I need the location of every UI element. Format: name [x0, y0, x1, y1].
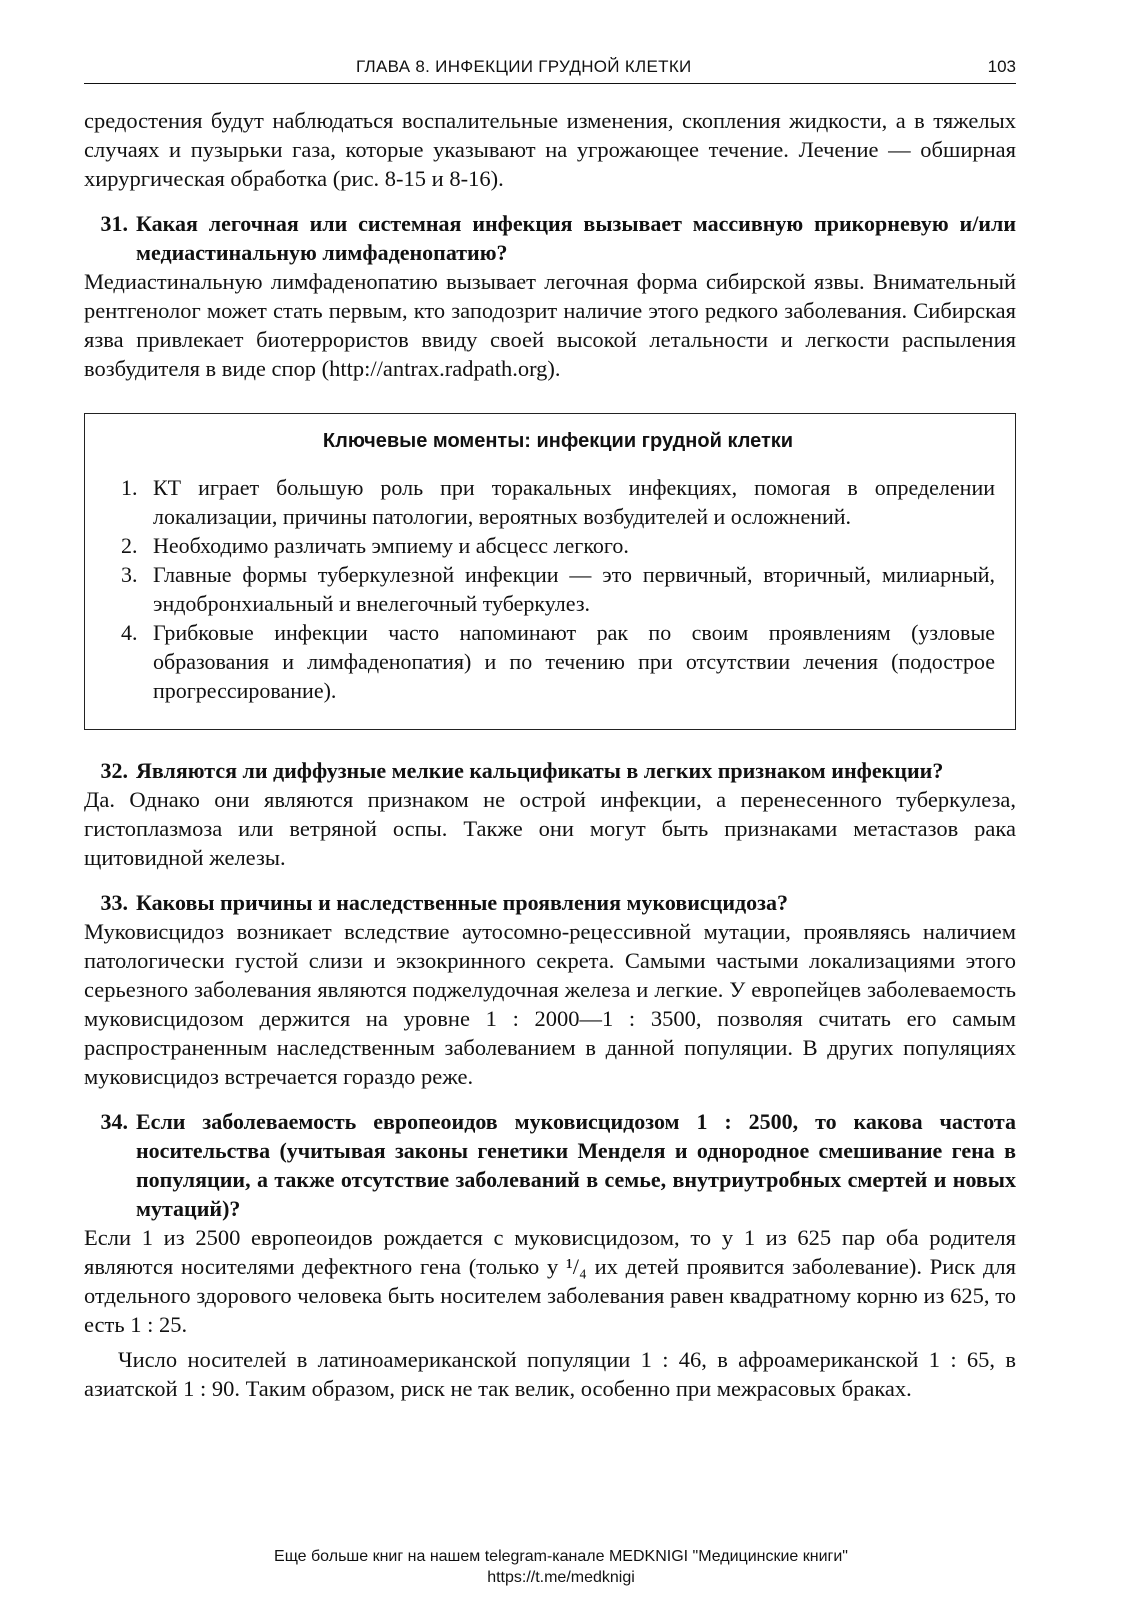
answer-33: Муковисцидоз возникает вследствие аутосомно-рецессивной мутации, проявляясь наличием патологически густой слизи и экзокринного секрета. Самыми частыми локализациями этого серьезного заболевания являются поджелудочная железа и легкие. У европейцев заболеваемость муковисцидозом держится на уровне 1 : 2000—1 : 3500, позволяя считать его самым распространенным наследственным заболеванием в данной популяции. В других популяциях муковисцидоз встречается гораздо реже. [84, 919, 1016, 1089]
question-text: Являются ли диффузные мелкие кальцификаты в легких признаком инфекции? [136, 758, 944, 783]
key-points-list [121, 473, 995, 705]
question-text: Каковы причины и наследственные проявления муковисцидоза? [136, 890, 788, 915]
key-point-text: Необходимо различать эмпиему и абсцесс легкого. [153, 533, 629, 558]
key-point-text: Главные формы туберкулезной инфекции — это первичный, вторичный, милиарный, эндобронхиальный и внелегочный туберкулез. [153, 562, 995, 616]
key-point-text: КТ играет большую роль при торакальных инфекциях, помогая в определении локализации, причины патологии, вероятных возбудителей и осложнений. [153, 475, 995, 529]
question-31 [84, 209, 1016, 267]
question-34 [84, 1107, 1016, 1223]
footer-promo-text: Еще больше книг на нашем telegram-канале MEDKNIGI "Медицинские книги" [274, 1548, 848, 1565]
key-point-number: 1. [121, 475, 138, 500]
page-body [84, 106, 1016, 1403]
question-text: Какая легочная или системная инфекция вызывает массивную прикорневую и/или медиастинальную лимфаденопатию? [136, 211, 1016, 265]
page-number: 103 [987, 57, 1016, 76]
answer-34: Если 1 из 2500 европеоидов рождается с муковисцидозом, то у 1 из 625 пар оба родителя являются носителями дефектного гена (только у ¹/₄ их детей проявится заболевание). Риск для отдельного здорового человека быть носителем заболевания равен квадратному корню из 625, то есть 1 : 25. [84, 1225, 1016, 1337]
running-header [84, 55, 1016, 84]
footer-link[interactable]: https://t.me/medknigi [487, 1569, 635, 1586]
question-33 [84, 888, 1016, 917]
question-32 [84, 756, 1016, 785]
answer-34-continued: Число носителей в латиноамериканской популяции 1 : 46, в афроамериканской 1 : 65, в азиатской 1 : 90. Таким образом, риск не так велик, особенно при межрасовых браках. [84, 1347, 1016, 1401]
question-number: 32. [100, 758, 128, 783]
question-text: Если заболеваемость европеоидов муковисцидозом 1 : 2500, то какова частота носительства (учитывая законы генетики Менделя и однородное смешивание гена в популяции, а также отсутствие заболеваний в семье, внутриутробных смертей и новых мутаций)? [136, 1109, 1016, 1221]
question-number: 33. [100, 890, 128, 915]
key-points-title: Ключевые моменты: инфекции грудной клетки [322, 430, 794, 452]
key-point [121, 473, 995, 531]
key-point-number: 2. [121, 533, 138, 558]
chapter-title: ГЛАВА 8. ИНФЕКЦИИ ГРУДНОЙ КЛЕТКИ [356, 57, 692, 76]
answer-32: Да. Однако они являются признаком не острой инфекции, а перенесенного туберкулеза, гистоплазмоза или ветряной оспы. Также они могут быть признаками метастазов рака щитовидной железы. [84, 787, 1016, 870]
question-number: 34. [100, 1109, 128, 1134]
answer-31: Медиастинальную лимфаденопатию вызывает легочная форма сибирской язвы. Внимательный рентгенолог может стать первым, кто заподозрит наличие этого редкого заболевания. Сибирская язва привлекает биотеррористов ввиду своей высокой летальности и легкости распыления возбудителя в виде спор (http://antrax.radpath.org). [84, 269, 1016, 381]
key-point [121, 560, 995, 618]
intro-paragraph: средостения будут наблюдаться воспалительные изменения, скопления жидкости, а в тяжелых случаях и пузырьки газа, которые указывают на угрожающее течение. Лечение — обширная хирургическая обработка (рис. 8-15 и 8-16). [84, 108, 1016, 191]
key-point [121, 618, 995, 705]
key-point-number: 4. [121, 620, 138, 645]
key-point [121, 531, 995, 560]
key-point-text: Грибковые инфекции часто напоминают рак по своим проявлениям (узловые образования и лимфаденопатия) и по течению при отсутствии лечения (подострое прогрессирование). [153, 620, 995, 703]
key-points-box [84, 413, 1016, 730]
key-point-number: 3. [121, 562, 138, 587]
question-number: 31. [100, 211, 128, 236]
